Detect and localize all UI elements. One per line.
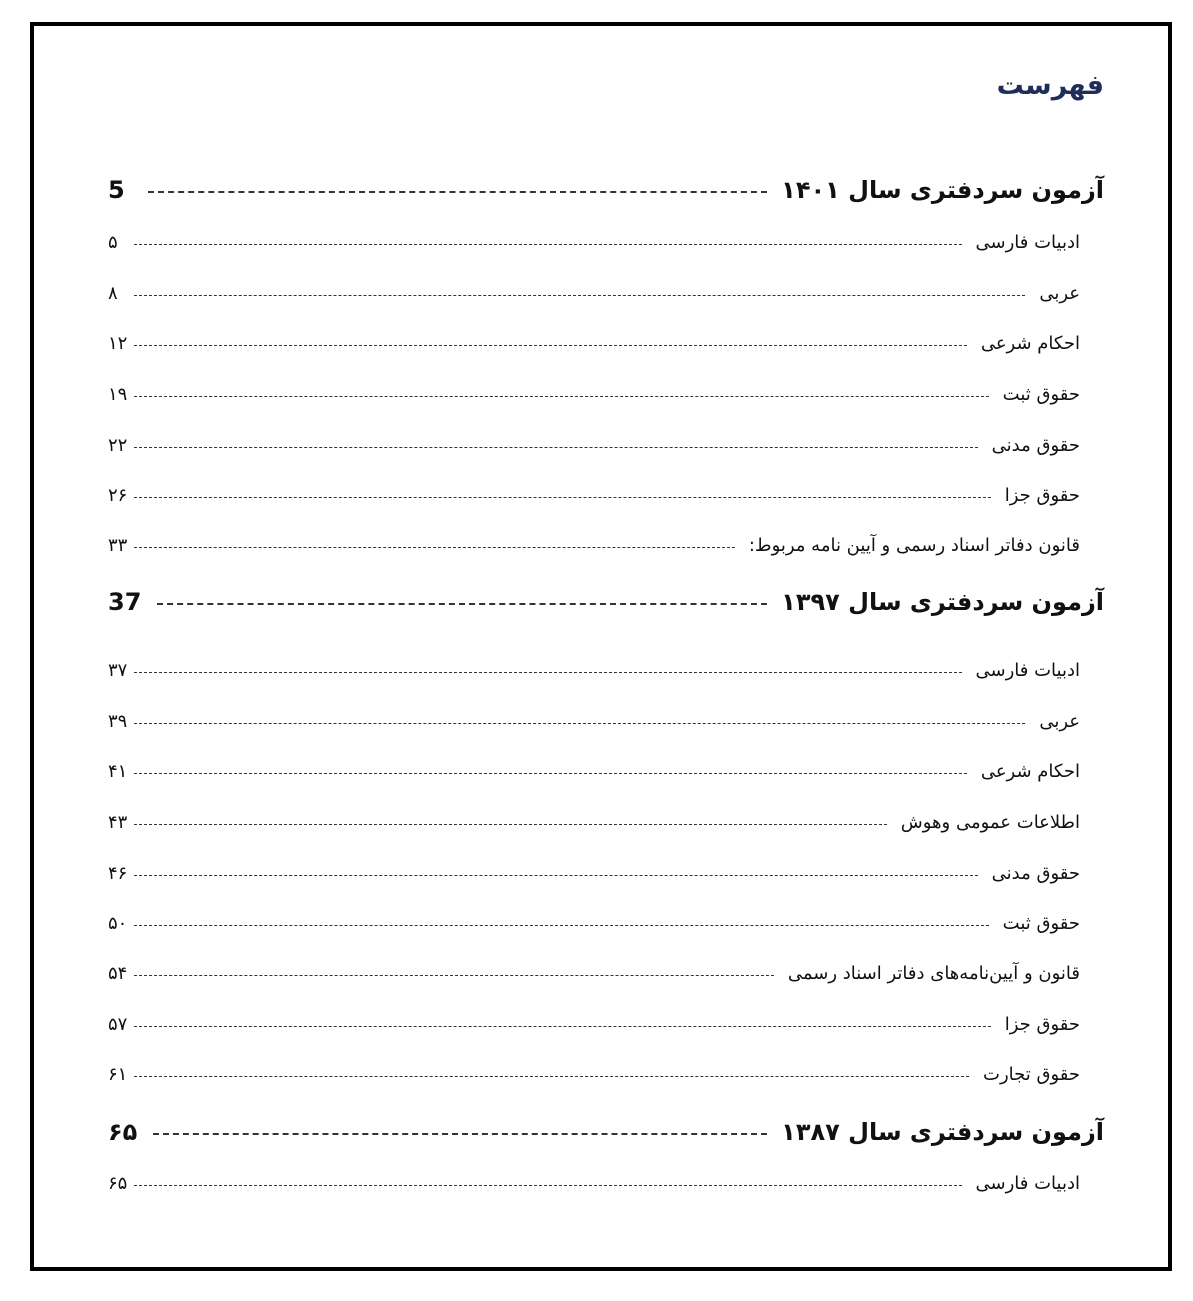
toc-dot-leader: [148, 191, 767, 193]
toc-page-number: ۵۰: [108, 913, 128, 934]
toc-dot-leader: [157, 603, 767, 605]
toc-dot-leader: [134, 672, 962, 673]
toc-entry-label: احکام شرعی: [980, 761, 1080, 782]
toc-entry[interactable]: [108, 333, 1080, 354]
toc-entry-label: قانون دفاتر اسناد رسمی و آیین نامه مربوط:: [748, 535, 1080, 556]
toc-entry-label: عربی: [1039, 283, 1080, 304]
toc-entry-label: ادبیات فارسی: [975, 232, 1080, 253]
toc-dot-leader: [134, 497, 991, 498]
toc-page-number: ۴۶: [108, 863, 128, 884]
toc-entry-label: آزمون سردفتری سال ۱۴۰۱: [781, 176, 1104, 204]
toc-entry-label: آزمون سردفتری سال ۱۳۹۷: [781, 588, 1104, 616]
toc-page-number: ۴۱: [108, 761, 128, 782]
toc-page-number: ۳۷: [108, 660, 128, 681]
toc-entry[interactable]: [108, 283, 1080, 304]
toc-entry[interactable]: [108, 535, 1080, 556]
toc-entry[interactable]: [108, 913, 1080, 934]
toc-page-number: ۶۵: [108, 1173, 128, 1194]
toc-page-number: ۲۲: [108, 435, 128, 456]
toc-entry[interactable]: [108, 863, 1080, 884]
toc-entry-label: ادبیات فارسی: [975, 1173, 1080, 1194]
toc-entry-label: ادبیات فارسی: [975, 660, 1080, 681]
toc-dot-leader: [134, 244, 962, 245]
toc-entry-label: آزمون سردفتری سال ۱۳۸۷: [781, 1118, 1104, 1146]
toc-page-number: 37: [108, 588, 142, 616]
toc-dot-leader: [134, 345, 967, 346]
toc-entry[interactable]: [108, 384, 1080, 405]
toc-dot-leader: [134, 875, 978, 876]
toc-section-heading[interactable]: [108, 176, 1104, 204]
page-frame: [30, 22, 1172, 1271]
toc-page-number: ۸: [108, 283, 118, 304]
toc-dot-leader: [134, 723, 1025, 724]
toc-dot-leader: [134, 773, 967, 774]
toc-entry-label: حقوق تجارت: [983, 1064, 1080, 1085]
toc-entry-label: اطلاعات عمومی وهوش: [900, 812, 1080, 833]
toc-page-number: ۵۴: [108, 963, 128, 984]
toc-page-number: ۴۳: [108, 812, 128, 833]
page-title: فهرست: [996, 70, 1104, 101]
toc-entry[interactable]: [108, 711, 1080, 732]
toc-entry-label: حقوق مدنی: [991, 435, 1080, 456]
toc-entry[interactable]: [108, 485, 1080, 506]
toc-entry[interactable]: [108, 761, 1080, 782]
toc-dot-leader: [134, 975, 774, 976]
toc-entry-label: عربی: [1039, 711, 1080, 732]
toc-page-number: ۶۱: [108, 1064, 128, 1085]
toc-page-number: ۳۹: [108, 711, 128, 732]
toc-entry[interactable]: [108, 660, 1080, 681]
toc-entry[interactable]: [108, 1014, 1080, 1035]
toc-page-number: ۵۷: [108, 1014, 128, 1035]
toc-entry[interactable]: [108, 812, 1080, 833]
toc-dot-leader: [134, 824, 887, 825]
toc-dot-leader: [134, 547, 735, 548]
toc-page-number: ۳۳: [108, 535, 128, 556]
toc-entry-label: حقوق ثبت: [1002, 913, 1080, 934]
toc-page-number: ۱۲: [108, 333, 128, 354]
toc-dot-leader: [134, 1076, 969, 1077]
toc-dot-leader: [134, 396, 989, 397]
toc-entry-label: قانون و آیین‌نامه‌های دفاتر اسناد رسمی: [787, 963, 1080, 984]
toc-page-number: 5: [108, 176, 125, 204]
toc-section-heading[interactable]: [108, 1118, 1104, 1146]
toc-entry-label: حقوق مدنی: [991, 863, 1080, 884]
toc-dot-leader: [134, 925, 989, 926]
toc-entry[interactable]: [108, 232, 1080, 253]
toc-entry-label: حقوق جزا: [1004, 485, 1080, 506]
toc-page-number: ۲۶: [108, 485, 128, 506]
toc-page-number: ۱۹: [108, 384, 128, 405]
toc-dot-leader: [134, 447, 978, 448]
toc-entry[interactable]: [108, 963, 1080, 984]
toc-entry-label: حقوق ثبت: [1002, 384, 1080, 405]
toc-entry[interactable]: [108, 435, 1080, 456]
toc-dot-leader: [134, 295, 1025, 296]
toc-section-heading[interactable]: [108, 588, 1104, 616]
toc-entry[interactable]: [108, 1173, 1080, 1194]
toc-entry[interactable]: [108, 1064, 1080, 1085]
toc-entry-label: احکام شرعی: [980, 333, 1080, 354]
toc-page-number: ۵: [108, 232, 118, 253]
toc-entry-label: حقوق جزا: [1004, 1014, 1080, 1035]
toc-page-number: ۶۵: [108, 1118, 138, 1146]
toc-dot-leader: [134, 1026, 991, 1027]
toc-dot-leader: [153, 1133, 767, 1135]
toc-dot-leader: [134, 1185, 962, 1186]
